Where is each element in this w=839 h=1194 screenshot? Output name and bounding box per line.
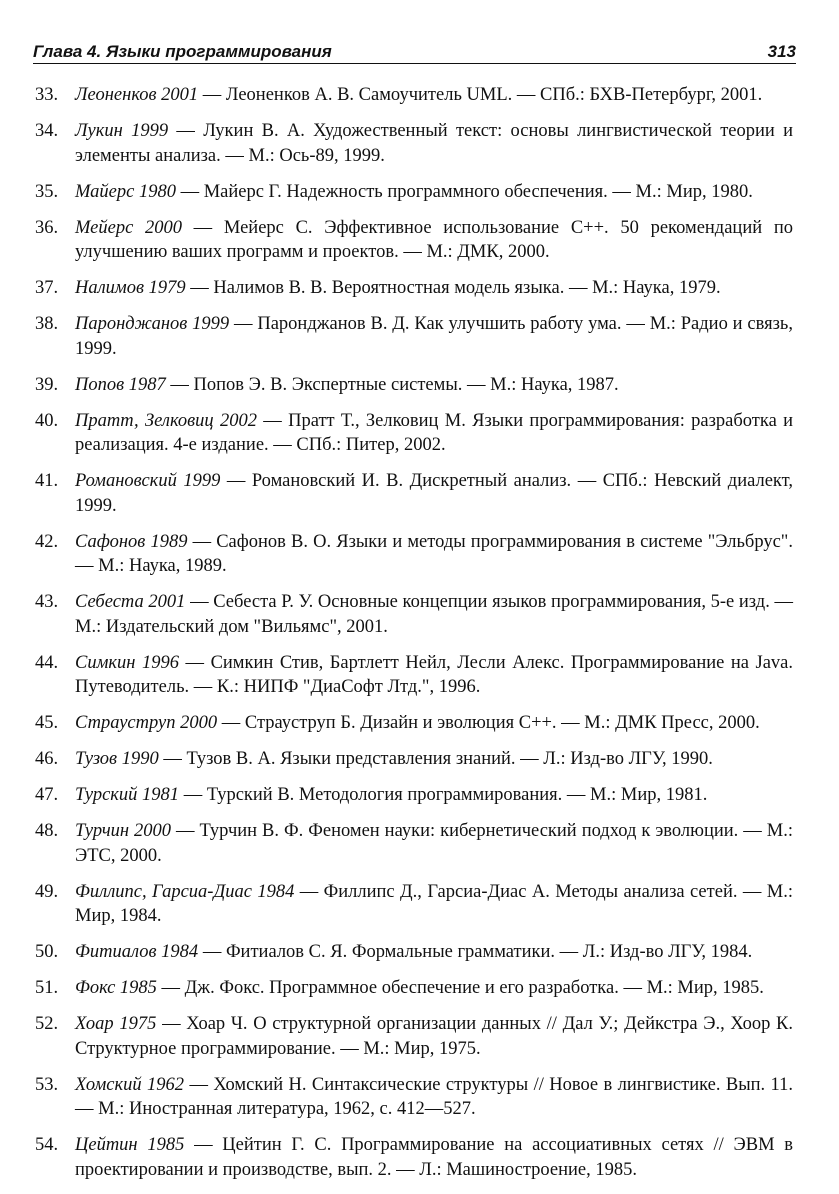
reference-item xyxy=(35,312,793,361)
reference-key: Хомский 1962 xyxy=(75,1074,185,1095)
reference-key: Налимов 1979 xyxy=(75,278,186,298)
reference-text: — Цейтин Г. С. Программирование на ассоциативных сетях // ЭВМ в проектировании и производстве, вып. 2. — Л.: Машиностроение, 1985. xyxy=(75,1135,793,1180)
reference-text: — Турский В. Методология программирования. — М.: Мир, 1981. xyxy=(179,785,708,805)
reference-key: Пратт, Зелковиц 2002 xyxy=(75,410,257,431)
reference-number: 47. xyxy=(35,785,59,805)
reference-item xyxy=(35,940,793,965)
reference-item xyxy=(35,216,793,265)
reference-key: Турский 1981 xyxy=(75,785,180,805)
reference-item xyxy=(35,747,793,772)
reference-item xyxy=(35,976,793,1001)
reference-number: 39. xyxy=(35,374,59,395)
reference-number: 48. xyxy=(35,821,59,841)
reference-number: 41. xyxy=(35,471,59,491)
reference-key: Цейтин 1985 xyxy=(75,1135,185,1155)
reference-text: — Сафонов В. О. Языки и методы программирования в системе "Эльбрус". — М.: Наука, 1989. xyxy=(75,531,793,576)
reference-text: — Романовский И. В. Дискретный анализ. — СПб.: Невский диалект, 1999. xyxy=(75,471,793,516)
reference-key: Лукин 1999 xyxy=(75,121,169,141)
reference-number: 44. xyxy=(35,652,59,673)
reference-text: — Майерс Г. Надежность программного обеспечения. — М.: Мир, 1980. xyxy=(175,181,753,202)
reference-text: — Симкин Стив, Бартлетт Нейл, Лесли Алекс. Программирование на Java. Путеводитель. — К.: НИПФ "ДиаСофт Лтд.", 1996. xyxy=(75,652,794,697)
reference-number: 35. xyxy=(35,181,59,202)
reference-item xyxy=(35,590,793,639)
reference-key: Филлипс, Гарсиа-Диас 1984 xyxy=(75,881,295,902)
reference-number: 36. xyxy=(35,217,59,238)
reference-key: Романовский 1999 xyxy=(75,471,221,491)
reference-text: — Хомский Н. Синтаксические структуры // Новое в лингвистике. Вып. 11. — М.: Иностранная литература, 1962, с. 412—527. xyxy=(75,1074,793,1119)
reference-number: 40. xyxy=(35,410,59,431)
reference-item xyxy=(35,373,793,398)
running-head xyxy=(33,38,796,62)
reference-item xyxy=(35,276,793,301)
reference-text: — Попов Э. В. Экспертные системы. — М.: Наука, 1987. xyxy=(165,374,619,395)
reference-text: — Дж. Фокс. Программное обеспечение и его разработка. — М.: Мир, 1985. xyxy=(156,978,764,998)
reference-text: — Себеста Р. У. Основные концепции языков программирования, 5-е изд. — М.: Издательский дом "Вильямс", 2001. xyxy=(75,592,793,637)
reference-item xyxy=(35,711,793,736)
reference-item xyxy=(35,880,793,929)
reference-number: 49. xyxy=(35,881,59,902)
reference-text: — Фитиалов С. Я. Формальные грамматики. — Л.: Изд-во ЛГУ, 1984. xyxy=(198,942,753,962)
reference-number: 37. xyxy=(35,278,59,298)
reference-key: Мейерс 2000 xyxy=(75,217,182,238)
reference-item xyxy=(35,783,793,808)
reference-text: — Хоар Ч. О структурной организации данных // Дал У.; Дейкстра Э., Хоор К. Структурное программирование. — М.: Мир, 1975. xyxy=(75,1014,793,1059)
reference-key: Тузов 1990 xyxy=(75,749,159,769)
reference-item xyxy=(35,409,793,458)
reference-number: 50. xyxy=(35,942,59,962)
reference-key: Турчин 2000 xyxy=(75,821,172,841)
reference-item xyxy=(35,119,793,168)
reference-number: 42. xyxy=(35,531,59,552)
chapter-title: Глава 4. Языки программирования xyxy=(33,42,332,61)
reference-key: Майерс 1980 xyxy=(75,181,176,202)
reference-key: Леоненков 2001 xyxy=(75,85,199,105)
reference-key: Хоар 1975 xyxy=(75,1014,157,1034)
page-number: 313 xyxy=(767,42,796,61)
reference-item xyxy=(35,1133,793,1182)
reference-text: — Тузов В. А. Языки представления знаний. — Л.: Изд-во ЛГУ, 1990. xyxy=(158,749,713,769)
reference-key: Себеста 2001 xyxy=(75,592,186,612)
reference-key: Паронджанов 1999 xyxy=(75,314,230,334)
reference-text: — Паронджанов В. Д. Как улучшить работу ума. — М.: Радио и связь, 1999. xyxy=(75,314,793,359)
reference-item xyxy=(35,1012,793,1061)
reference-number: 51. xyxy=(35,978,59,998)
reference-item xyxy=(35,819,793,868)
reference-key: Фитиалов 1984 xyxy=(75,942,199,962)
reference-text: — Лукин В. А. Художественный текст: основы лингвистической теории и элементы анализа. — М.: Ось-89, 1999. xyxy=(75,121,793,166)
reference-item xyxy=(35,180,793,205)
reference-item xyxy=(35,530,793,579)
reference-key: Симкин 1996 xyxy=(75,652,180,673)
reference-key: Попов 1987 xyxy=(75,374,166,395)
reference-number: 43. xyxy=(35,592,59,612)
reference-text: — Филлипс Д., Гарсиа-Диас А. Методы анализа сетей. — М.: Мир, 1984. xyxy=(75,881,793,926)
reference-number: 46. xyxy=(35,749,59,769)
reference-number: 53. xyxy=(35,1074,59,1095)
reference-number: 54. xyxy=(35,1135,59,1155)
reference-text: — Пратт Т., Зелковиц М. Языки программирования: разработка и реализация. 4-е издание. — СПб.: Питер, 2002. xyxy=(75,410,793,455)
reference-number: 34. xyxy=(35,121,59,141)
reference-text: — Леоненков А. В. Самоучитель UML. — СПб.: БХВ-Петербург, 2001. xyxy=(198,85,763,105)
reference-text: — Мейерс С. Эффективное использование С++. 50 рекомендаций по улучшению ваших программ и проектов. — М.: ДМК, 2000. xyxy=(75,217,793,262)
reference-key: Фокс 1985 xyxy=(75,978,157,998)
reference-item xyxy=(35,1073,793,1122)
reference-text: — Турчин В. Ф. Феномен науки: кибернетический подход к эволюции. — М.: ЭТС, 2000. xyxy=(75,821,793,866)
reference-item xyxy=(35,651,793,700)
reference-list xyxy=(35,83,793,1194)
reference-item xyxy=(35,469,793,518)
reference-text: — Налимов В. В. Вероятностная модель языка. — М.: Наука, 1979. xyxy=(185,278,721,298)
reference-number: 33. xyxy=(35,85,59,105)
reference-number: 38. xyxy=(35,314,59,334)
reference-number: 52. xyxy=(35,1014,59,1034)
reference-key: Сафонов 1989 xyxy=(75,531,188,552)
reference-text: — Страуструп Б. Дизайн и эволюция С++. — М.: ДМК Пресс, 2000. xyxy=(217,713,760,733)
header-rule xyxy=(33,63,796,64)
reference-item xyxy=(35,83,793,108)
reference-number: 45. xyxy=(35,713,59,733)
reference-key: Страуструп 2000 xyxy=(75,713,218,733)
